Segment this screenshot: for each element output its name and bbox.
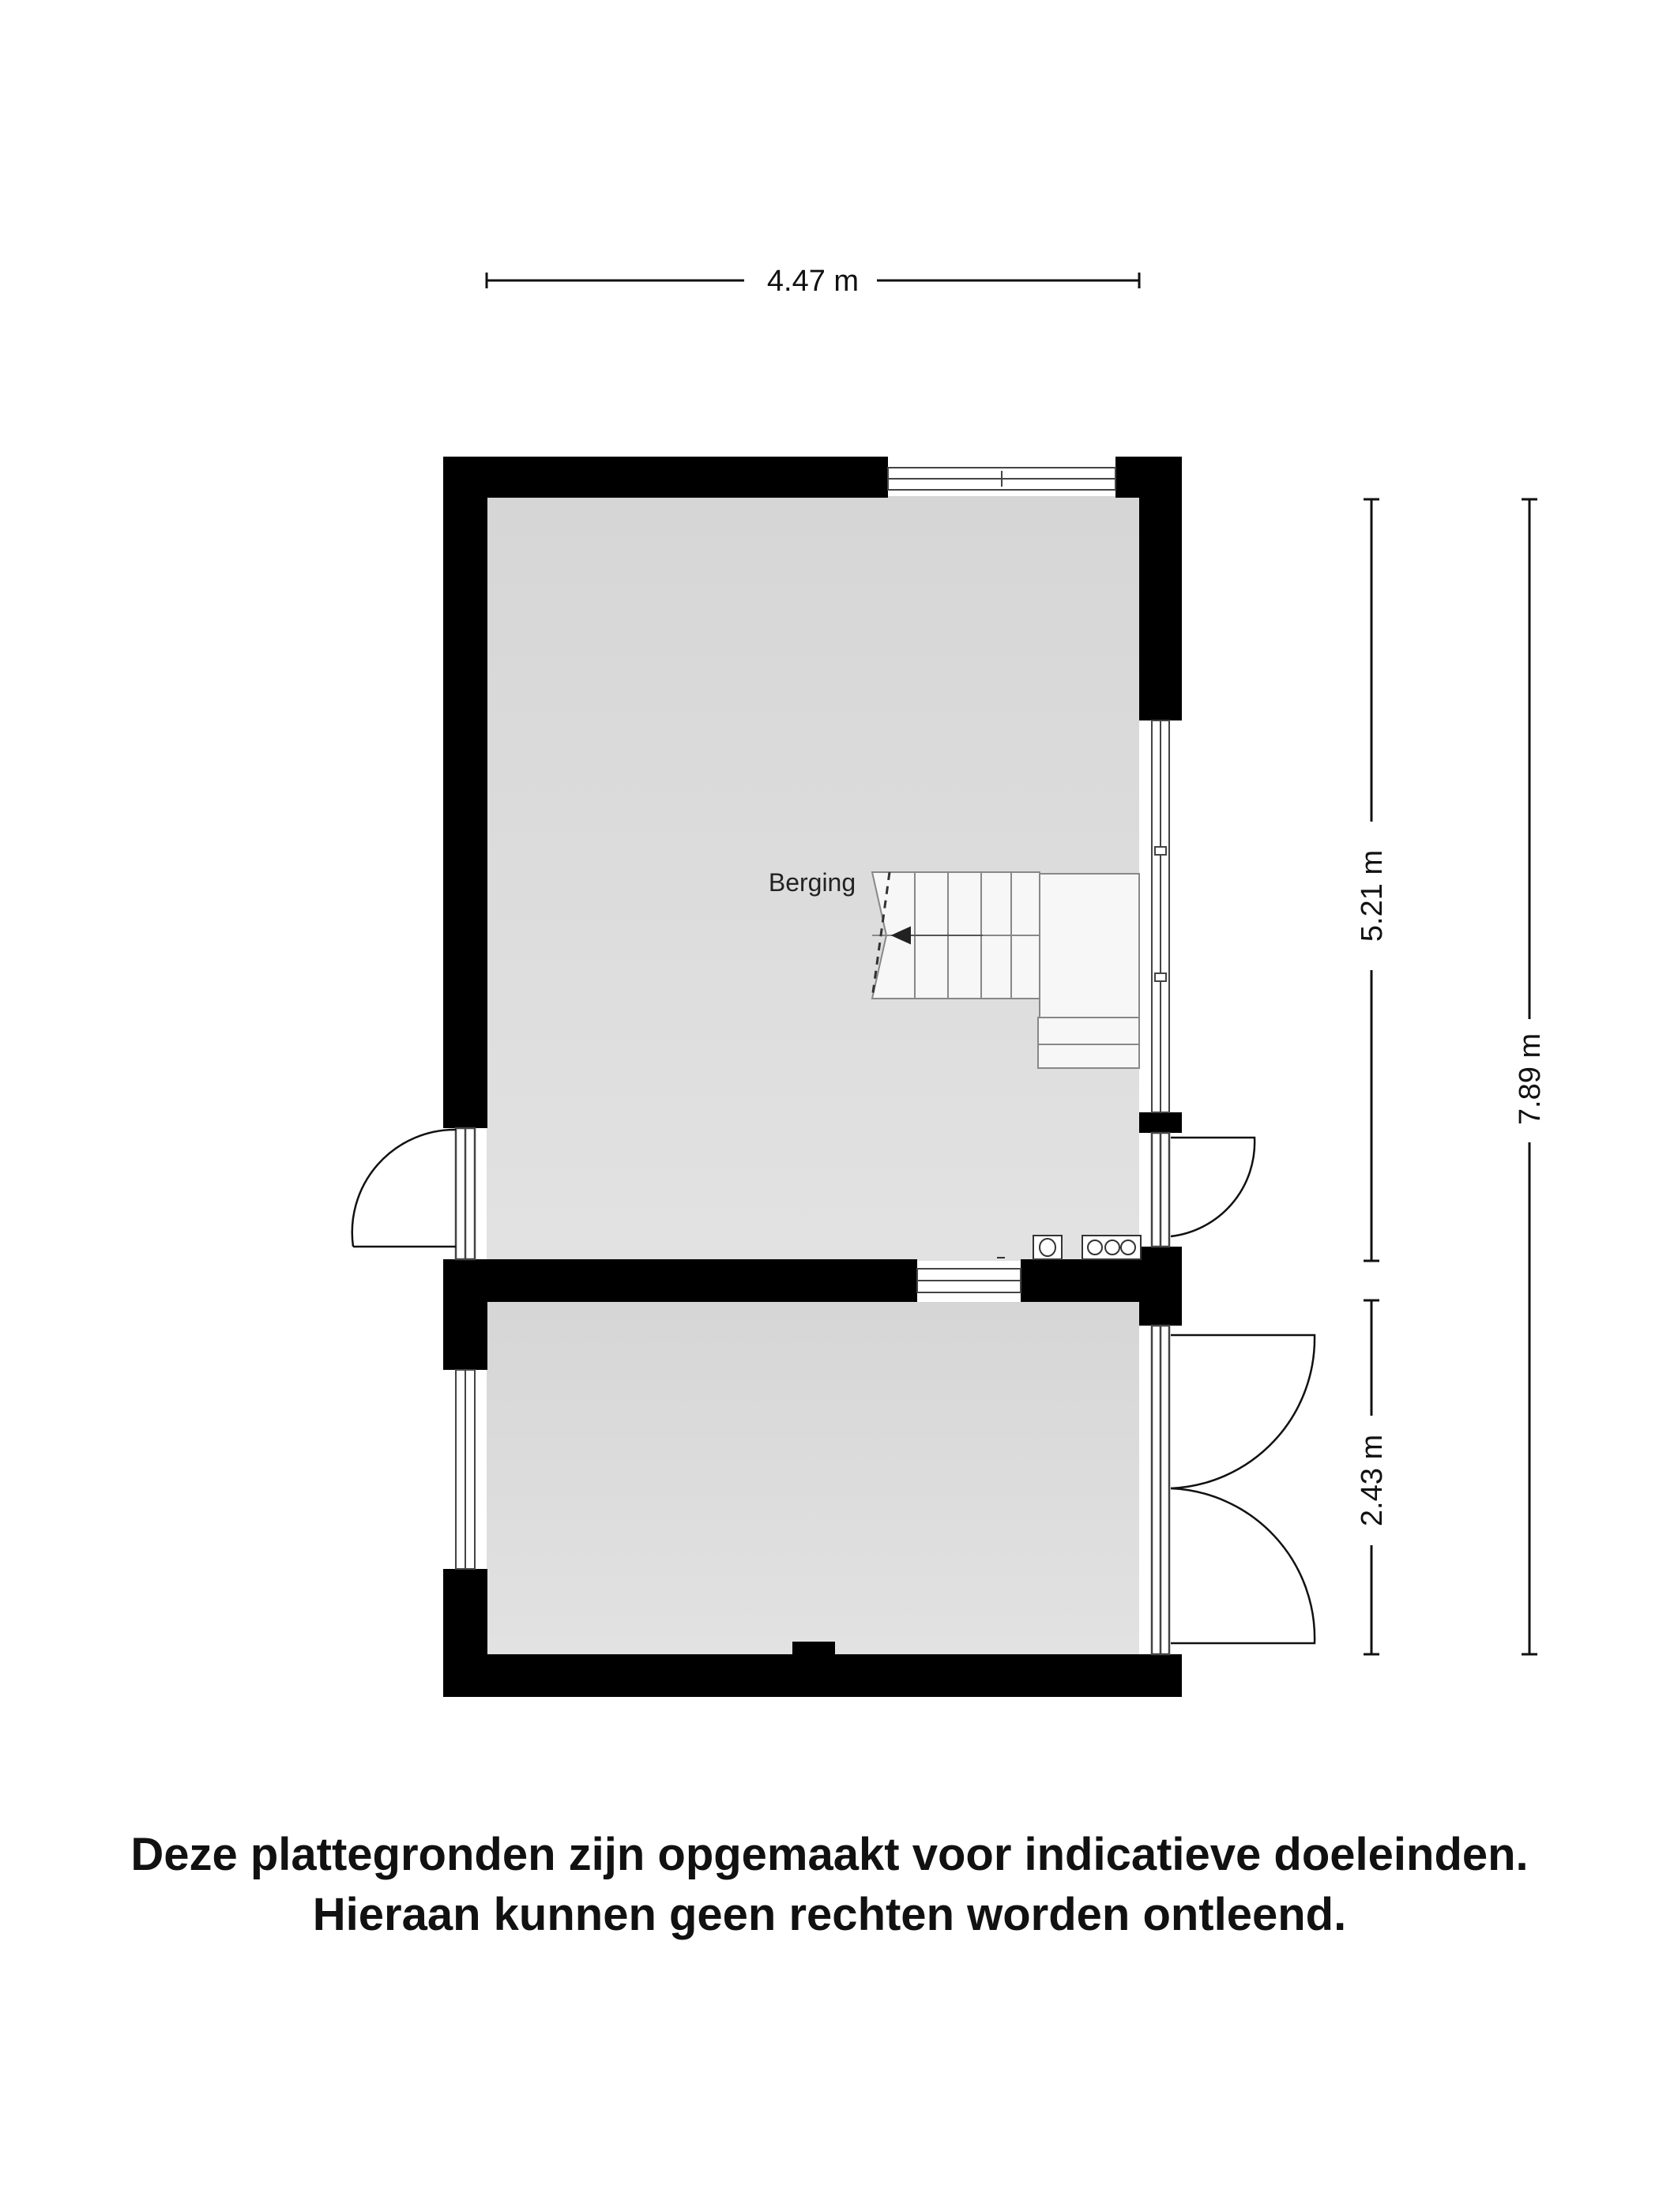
height-lower-label: 2.43 m xyxy=(1356,1434,1389,1527)
disclaimer-line-1: Deze plattegronden zijn opgemaakt voor indicatieve doeleinden. xyxy=(130,1829,1529,1880)
right-double-door-lower xyxy=(1152,1326,1315,1654)
width-dimension xyxy=(487,265,1139,298)
height-total-label: 7.89 m xyxy=(1514,1033,1547,1126)
lower-room-floor xyxy=(487,1302,1139,1654)
disclaimer-line-2: Hieraan kunnen geen rechten worden ontleend. xyxy=(312,1889,1347,1940)
width-dimension-label: 4.47 m xyxy=(766,265,860,298)
right-window-upper xyxy=(1152,720,1169,1112)
top-window xyxy=(888,468,1115,490)
room-label-berging: Berging xyxy=(768,868,856,897)
left-window-lower xyxy=(456,1370,475,1569)
middle-wall-opening xyxy=(917,1269,1021,1292)
height-lower-dimension xyxy=(1356,1300,1389,1654)
height-total-dimension xyxy=(1514,499,1547,1654)
height-upper-dimension xyxy=(1356,499,1389,1261)
height-upper-label: 5.21 m xyxy=(1356,849,1389,942)
disclaimer xyxy=(0,1825,1659,1945)
left-door-upper xyxy=(352,1128,475,1259)
right-door-upper xyxy=(1152,1133,1255,1247)
